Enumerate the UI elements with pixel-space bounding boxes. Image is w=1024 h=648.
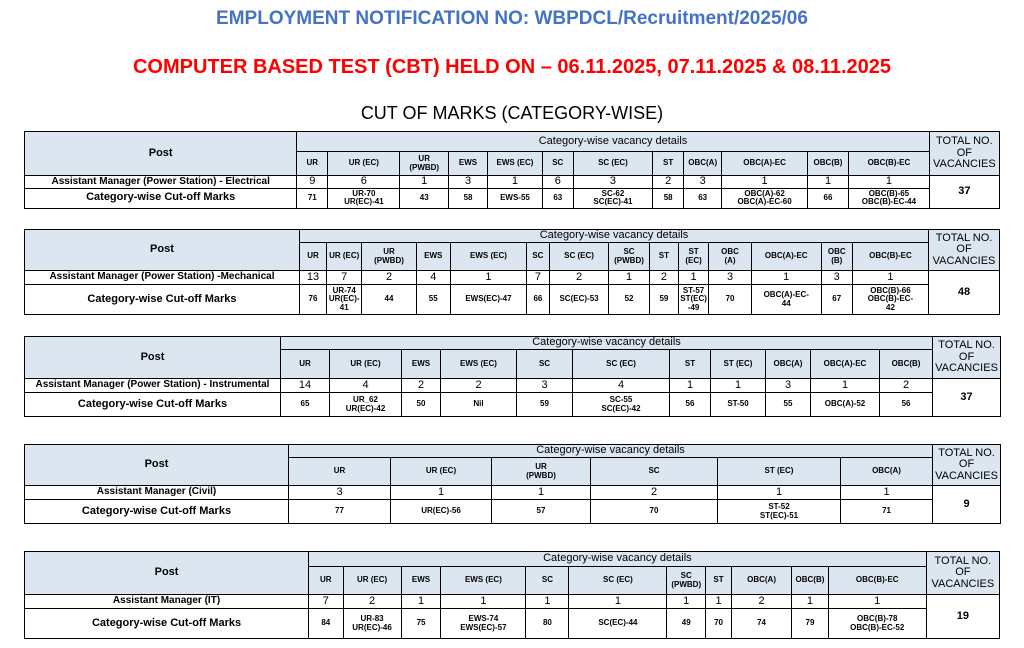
cutoff-cell: 63: [684, 188, 722, 208]
category-header: OBC (B): [821, 243, 852, 271]
category-header: EWS: [401, 567, 441, 595]
vacancy-cell: 7: [526, 271, 549, 285]
vacancy-cell: 2: [880, 379, 933, 393]
cutoff-table: [24, 444, 1001, 524]
vacancy-cell: 2: [731, 595, 791, 609]
post-header: Post: [25, 132, 297, 176]
cutoff-cell: UR(EC)-56: [391, 500, 492, 524]
category-header: SC (EC): [573, 152, 652, 176]
header-row: [25, 552, 1000, 567]
vacancy-cell: 4: [573, 379, 670, 393]
cutoff-cell: 79: [792, 609, 829, 639]
cutoff-table: [24, 336, 1001, 417]
vacancy-cell: 1: [441, 595, 526, 609]
category-header: UR (EC): [328, 152, 400, 176]
cutoff-cell: 57: [492, 500, 591, 524]
post-header: Post: [25, 337, 281, 379]
vacancy-cell: 1: [609, 271, 650, 285]
cutoff-cell: UR_62 UR(EC)-42: [330, 393, 402, 417]
category-header: OBC(B): [807, 152, 848, 176]
category-header: OBC(B)-EC: [828, 567, 926, 595]
vacancy-cell: 1: [391, 486, 492, 500]
cutoff-row-label: Category-wise Cut-off Marks: [25, 393, 281, 417]
header-row: [25, 132, 1000, 152]
cutoff-cell: OBC(B)-65 OBC(B)-EC-44: [849, 188, 930, 208]
cutoff-cell: UR-83 UR(EC)-46: [343, 609, 401, 639]
cutoff-cell: Nil: [441, 393, 517, 417]
cutoff-row-label: Category-wise Cut-off Marks: [25, 500, 289, 524]
vacancy-cell: 6: [328, 176, 400, 189]
vacancy-cell: 2: [362, 271, 416, 285]
cutoff-cell: ST-50: [711, 393, 766, 417]
category-header: SC (PWBD): [609, 243, 650, 271]
cutoff-cell: 49: [667, 609, 706, 639]
vacancy-cell: 3: [448, 176, 487, 189]
cutoff-row-label: Category-wise Cut-off Marks: [25, 285, 300, 315]
category-header: OBC(A)-EC: [722, 152, 808, 176]
post-header: Post: [25, 445, 289, 486]
category-header: UR: [299, 243, 326, 271]
cutoff-cell: OBC(B)-66 OBC(B)-EC- 42: [852, 285, 928, 315]
cutoff-row-label: Category-wise Cut-off Marks: [25, 609, 309, 639]
category-header: ST (EC): [711, 350, 766, 379]
vacancy-cell: 1: [569, 595, 667, 609]
vacancy-cell: 1: [488, 176, 543, 189]
category-header: EWS (EC): [488, 152, 543, 176]
category-header: OBC(A)-EC: [811, 350, 880, 379]
category-header: OBC(A): [766, 350, 811, 379]
category-header: EWS (EC): [441, 350, 517, 379]
total-vacancies-value: 19: [926, 595, 999, 639]
category-header: UR (PWBD): [400, 152, 448, 176]
category-header: ST: [649, 243, 678, 271]
section-title: CUT OF MARKS (CATEGORY-WISE): [360, 103, 664, 123]
vacancy-cell: 2: [441, 379, 517, 393]
cutoff-table: [24, 551, 1000, 639]
cutoff-cell: 84: [309, 609, 343, 639]
vacancy-cell: 1: [828, 595, 926, 609]
cutoff-cell: 76: [299, 285, 326, 315]
category-header: ST: [706, 567, 732, 595]
cutoff-row: [25, 393, 1001, 417]
category-header: UR (EC): [327, 243, 362, 271]
category-header: OBC(B): [880, 350, 933, 379]
cutoff-table: [24, 131, 1000, 209]
category-header: OBC(A): [731, 567, 791, 595]
category-header: UR (PWBD): [362, 243, 416, 271]
vacancy-cell: 1: [852, 271, 928, 285]
post-name: Assistant Manager (Power Station) - Instrumental: [25, 379, 281, 393]
cutoff-cell: SC(EC)-44: [569, 609, 667, 639]
vacancy-cell: 2: [549, 271, 608, 285]
header-row: [25, 445, 1001, 458]
vacancy-cell: 13: [299, 271, 326, 285]
vacancy-details-header: Category-wise vacancy details: [309, 552, 927, 567]
cutoff-cell: OBC(A)-EC- 44: [751, 285, 821, 315]
cutoff-cell: 70: [706, 609, 732, 639]
category-header: OBC(A)-EC: [751, 243, 821, 271]
vacancy-cell: 3: [709, 271, 752, 285]
post-name: Assistant Manager (IT): [25, 595, 309, 609]
cutoff-cell: 66: [807, 188, 848, 208]
vacancy-cell: 3: [684, 176, 722, 189]
category-header: UR (PWBD): [492, 458, 591, 486]
cutoff-cell: UR-74 UR(EC)- 41: [327, 285, 362, 315]
cutoff-row: [25, 500, 1001, 524]
cutoff-cell: 65: [281, 393, 330, 417]
cutoff-cell: EWS(EC)-47: [450, 285, 526, 315]
cutoff-cell: 50: [402, 393, 441, 417]
vacancy-cell: 1: [667, 595, 706, 609]
category-header: SC: [526, 567, 569, 595]
vacancy-details-header: Category-wise vacancy details: [299, 230, 928, 243]
cutoff-cell: 56: [880, 393, 933, 417]
vacancy-row: [25, 271, 1000, 285]
vacancy-cell: 1: [811, 379, 880, 393]
vacancy-cell: 2: [343, 595, 401, 609]
category-header: UR: [297, 152, 328, 176]
vacancy-cell: 1: [526, 595, 569, 609]
total-vacancies-header: TOTAL NO. OF VACANCIES: [933, 337, 1001, 379]
cutoff-cell: SC-55 SC(EC)-42: [573, 393, 670, 417]
cutoff-cell: UR-70 UR(EC)-41: [328, 188, 400, 208]
cutoff-cell: OBC(A)-52: [811, 393, 880, 417]
vacancy-cell: 9: [297, 176, 328, 189]
vacancy-cell: 1: [670, 379, 711, 393]
vacancy-cell: 14: [281, 379, 330, 393]
cutoff-cell: 59: [649, 285, 678, 315]
cutoff-cell: 75: [401, 609, 441, 639]
category-header: EWS: [416, 243, 450, 271]
category-header: OBC(B)-EC: [849, 152, 930, 176]
category-header: SC (EC): [569, 567, 667, 595]
total-vacancies-header: TOTAL NO. OF VACANCIES: [929, 230, 1000, 271]
vacancy-row: [25, 379, 1001, 393]
vacancy-cell: 3: [517, 379, 573, 393]
vacancy-details-header: Category-wise vacancy details: [281, 337, 933, 350]
cutoff-cell: 43: [400, 188, 448, 208]
vacancy-cell: 1: [678, 271, 708, 285]
vacancy-cell: 7: [309, 595, 343, 609]
category-header: OBC(A): [684, 152, 722, 176]
category-header: EWS: [402, 350, 441, 379]
category-header: ST: [670, 350, 711, 379]
category-header: UR: [281, 350, 330, 379]
cutoff-cell: 55: [766, 393, 811, 417]
category-header: UR: [289, 458, 391, 486]
total-vacancies-value: 37: [929, 176, 999, 209]
vacancy-cell: 7: [327, 271, 362, 285]
cutoff-cell: EWS-55: [488, 188, 543, 208]
category-header: SC (EC): [573, 350, 670, 379]
vacancy-cell: 4: [330, 379, 402, 393]
vacancy-cell: 2: [649, 271, 678, 285]
category-header: SC: [517, 350, 573, 379]
category-header: EWS (EC): [450, 243, 526, 271]
category-header: OBC (A): [709, 243, 752, 271]
header-row: [25, 230, 1000, 243]
total-vacancies-value: 48: [929, 271, 1000, 315]
category-header: UR (EC): [330, 350, 402, 379]
vacancy-cell: 2: [591, 486, 718, 500]
vacancy-cell: 1: [711, 379, 766, 393]
category-header: ST: [653, 152, 684, 176]
total-vacancies-value: 9: [933, 486, 1001, 524]
total-vacancies-header: TOTAL NO. OF VACANCIES: [926, 552, 999, 595]
total-vacancies-header: TOTAL NO. OF VACANCIES: [933, 445, 1001, 486]
cutoff-cell: 71: [297, 188, 328, 208]
category-header: OBC(A): [841, 458, 933, 486]
post-name: Assistant Manager (Power Station) -Mechanical: [25, 271, 300, 285]
cutoff-cell: ST-57 ST(EC) -49: [678, 285, 708, 315]
category-header: OBC(B)-EC: [852, 243, 928, 271]
cutoff-cell: ST-52 ST(EC)-51: [718, 500, 841, 524]
cutoff-row: [25, 188, 1000, 208]
vacancy-cell: 1: [400, 176, 448, 189]
cutoff-cell: 70: [591, 500, 718, 524]
category-header: OBC(B): [792, 567, 829, 595]
vacancy-cell: 4: [416, 271, 450, 285]
vacancy-cell: 1: [401, 595, 441, 609]
cutoff-cell: 80: [526, 609, 569, 639]
category-header: ST (EC): [678, 243, 708, 271]
post-name: Assistant Manager (Power Station) - Electrical: [25, 176, 297, 189]
cutoff-cell: OBC(B)-78 OBC(B)-EC-52: [828, 609, 926, 639]
vacancy-cell: 1: [807, 176, 848, 189]
vacancy-cell: 1: [718, 486, 841, 500]
post-name: Assistant Manager (Civil): [25, 486, 289, 500]
category-header: EWS (EC): [441, 567, 526, 595]
category-header: EWS: [448, 152, 487, 176]
cutoff-cell: 63: [542, 188, 573, 208]
vacancy-cell: 1: [751, 271, 821, 285]
category-header: ST (EC): [718, 458, 841, 486]
cutoff-cell: SC(EC)-53: [549, 285, 608, 315]
vacancy-details-header: Category-wise vacancy details: [297, 132, 929, 152]
cutoff-cell: EWS-74 EWS(EC)-57: [441, 609, 526, 639]
cutoff-cell: 74: [731, 609, 791, 639]
category-header: SC (PWBD): [667, 567, 706, 595]
header-row: [25, 337, 1001, 350]
cutoff-table: [24, 229, 1000, 315]
category-header: SC: [542, 152, 573, 176]
vacancy-cell: 1: [450, 271, 526, 285]
cutoff-cell: 44: [362, 285, 416, 315]
cutoff-row: [25, 609, 1000, 639]
cutoff-row-label: Category-wise Cut-off Marks: [25, 188, 297, 208]
category-header: SC: [591, 458, 718, 486]
category-header: UR (EC): [343, 567, 401, 595]
vacancy-cell: 2: [402, 379, 441, 393]
vacancy-cell: 3: [289, 486, 391, 500]
vacancy-details-header: Category-wise vacancy details: [289, 445, 933, 458]
cutoff-cell: 52: [609, 285, 650, 315]
cutoff-row: [25, 285, 1000, 315]
cutoff-cell: 59: [517, 393, 573, 417]
cbt-dates-title: COMPUTER BASED TEST (CBT) HELD ON – 06.11.2025, 07.11.2025 & 08.11.2025: [132, 56, 892, 78]
cutoff-cell: 55: [416, 285, 450, 315]
post-header: Post: [25, 230, 300, 271]
vacancy-cell: 3: [821, 271, 852, 285]
category-header: SC: [526, 243, 549, 271]
category-header: UR (EC): [391, 458, 492, 486]
vacancy-cell: 1: [706, 595, 732, 609]
cutoff-cell: 70: [709, 285, 752, 315]
cutoff-cell: 58: [448, 188, 487, 208]
vacancy-cell: 1: [722, 176, 808, 189]
vacancy-cell: 1: [841, 486, 933, 500]
cutoff-cell: 58: [653, 188, 684, 208]
vacancy-row: [25, 176, 1000, 189]
total-vacancies-value: 37: [933, 379, 1001, 417]
cutoff-cell: 77: [289, 500, 391, 524]
category-header: UR: [309, 567, 343, 595]
vacancy-cell: 2: [653, 176, 684, 189]
cutoff-cell: 56: [670, 393, 711, 417]
vacancy-cell: 6: [542, 176, 573, 189]
vacancy-cell: 1: [849, 176, 930, 189]
vacancy-cell: 1: [792, 595, 829, 609]
vacancy-cell: 3: [766, 379, 811, 393]
post-header: Post: [25, 552, 309, 595]
total-vacancies-header: TOTAL NO. OF VACANCIES: [929, 132, 999, 176]
cutoff-cell: 67: [821, 285, 852, 315]
cutoff-cell: 66: [526, 285, 549, 315]
cutoff-cell: SC-62 SC(EC)-41: [573, 188, 652, 208]
notification-title: EMPLOYMENT NOTIFICATION NO: WBPDCL/Recruitment/2025/06: [216, 8, 808, 29]
cutoff-cell: 71: [841, 500, 933, 524]
category-header: SC (EC): [549, 243, 608, 271]
vacancy-cell: 3: [573, 176, 652, 189]
vacancy-row: [25, 595, 1000, 609]
vacancy-cell: 1: [492, 486, 591, 500]
cutoff-cell: OBC(A)-62 OBC(A)-EC-60: [722, 188, 808, 208]
vacancy-row: [25, 486, 1001, 500]
